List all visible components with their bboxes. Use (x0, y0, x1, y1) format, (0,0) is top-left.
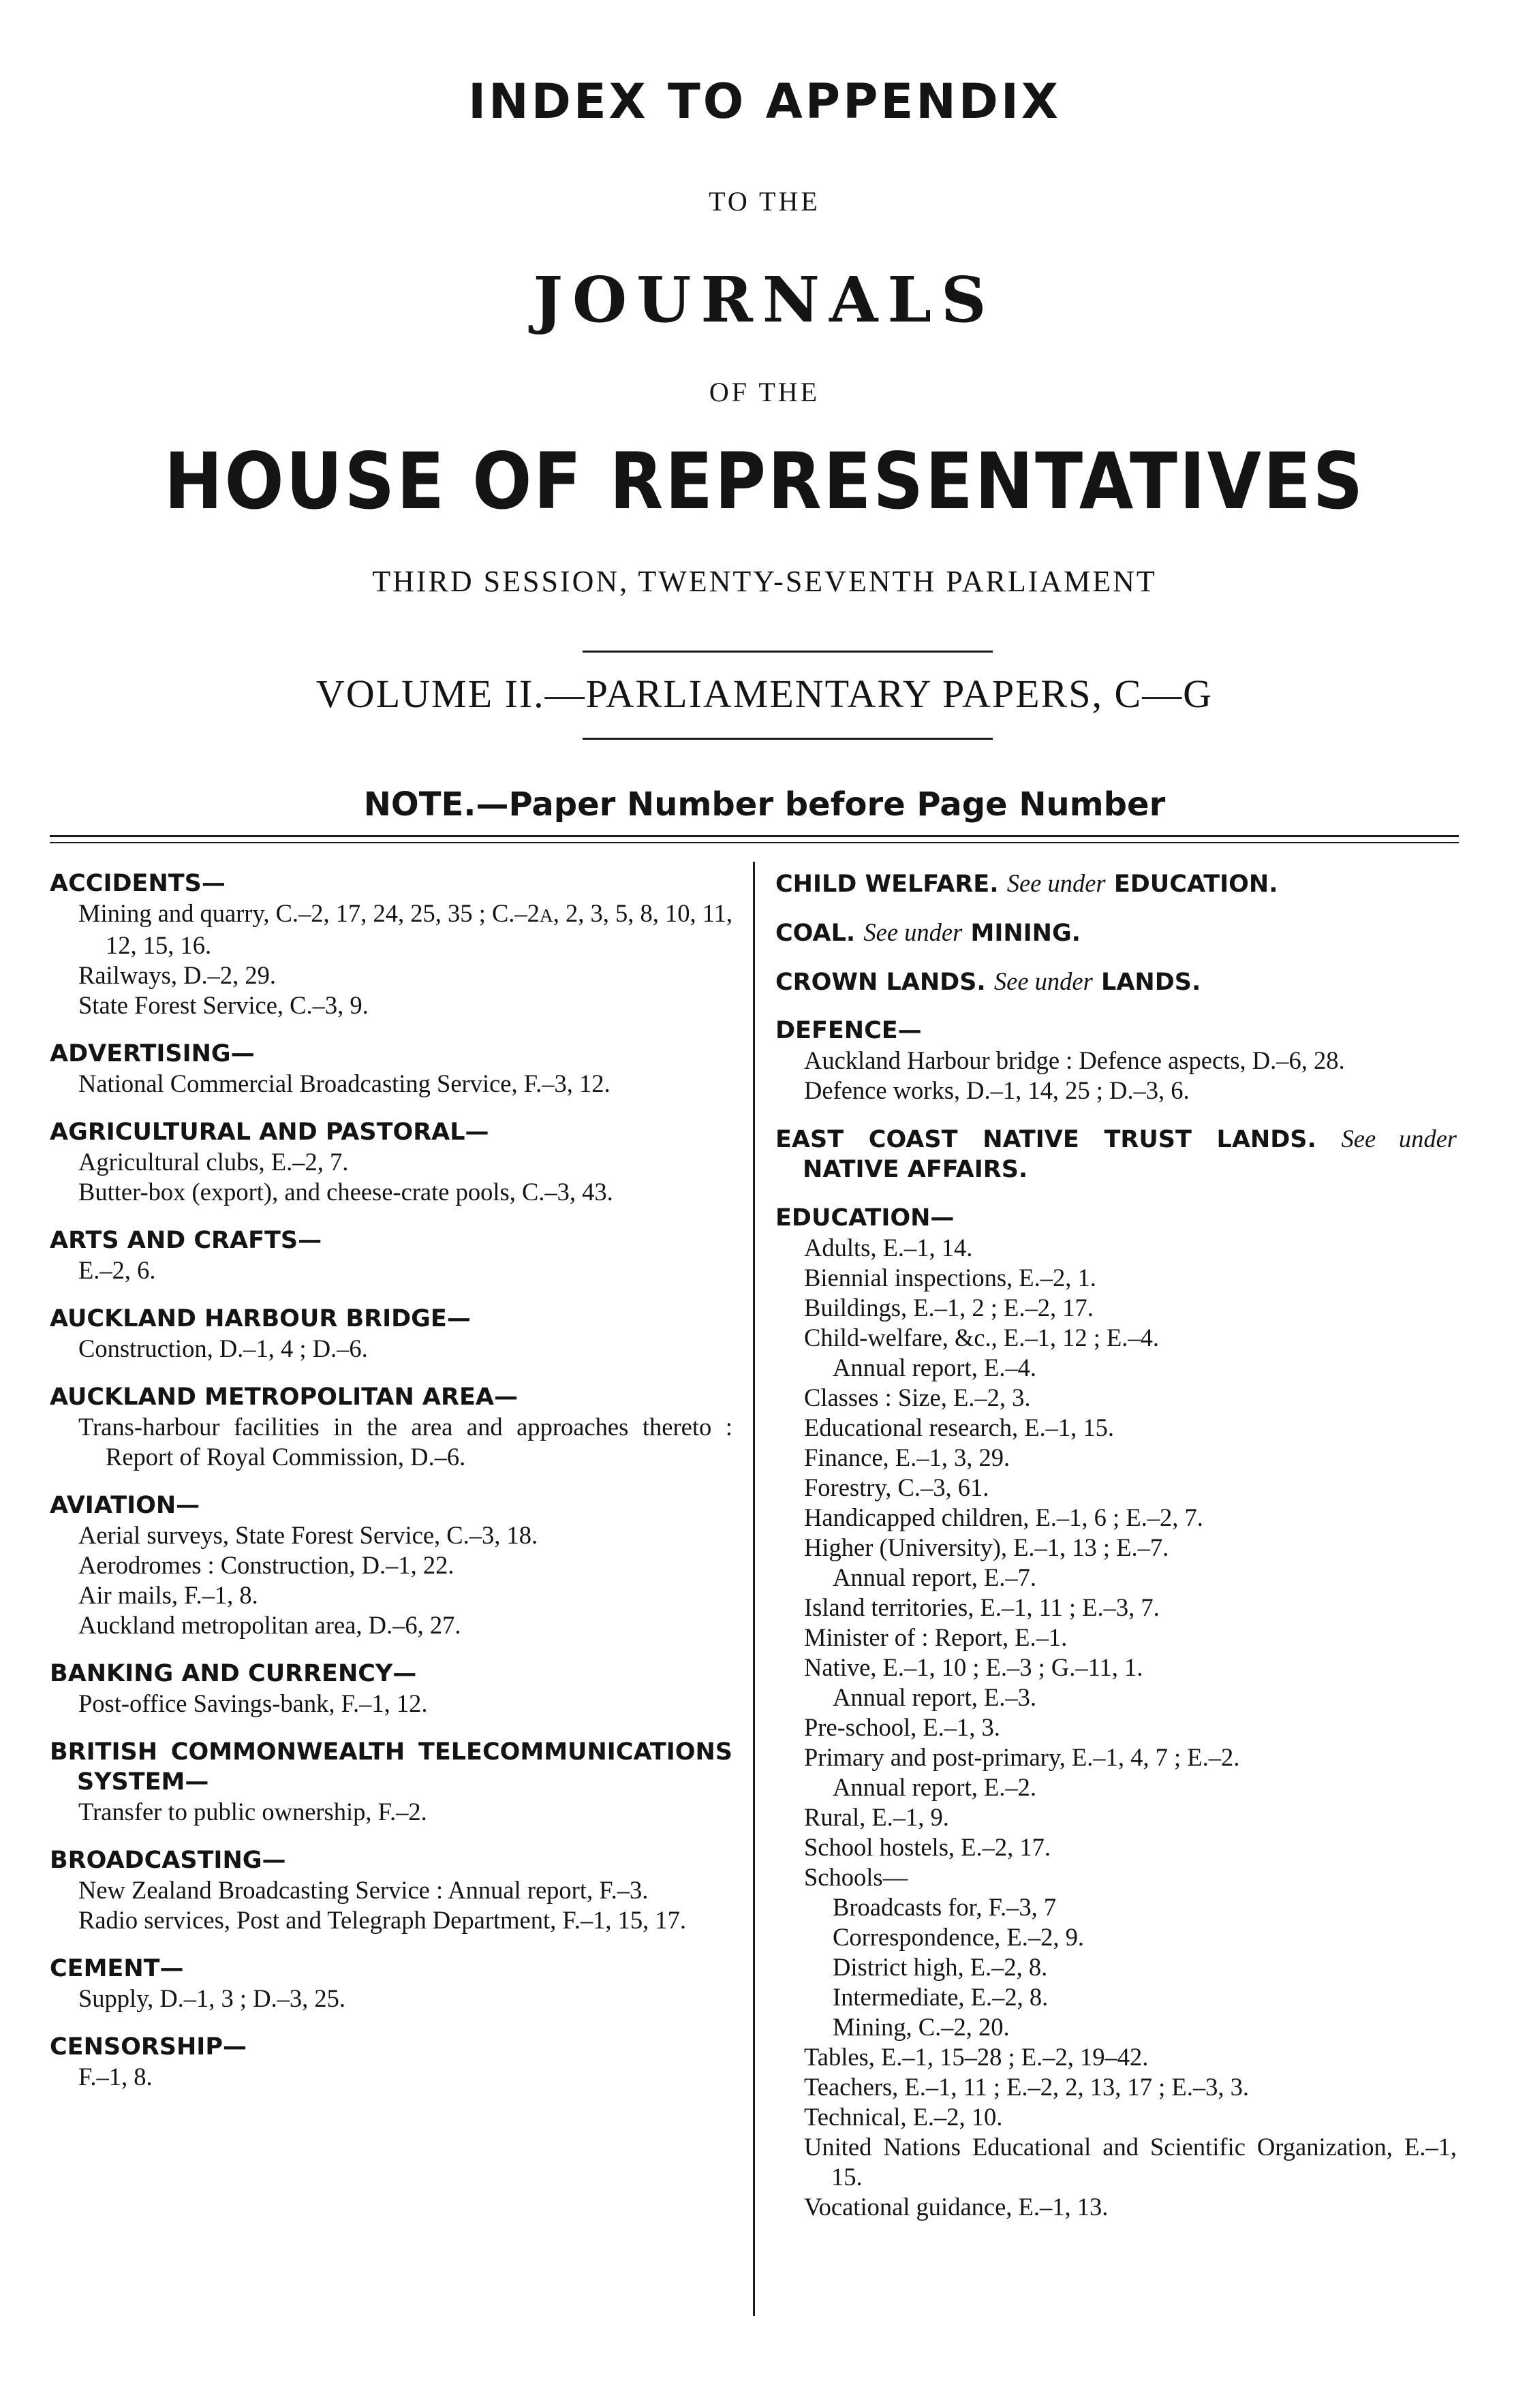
entry-child-welfare (775, 869, 1457, 899)
heading-british: BRITISH COMMONWEALTH TELECOMMUNICATIONS SYSTEM— (50, 1738, 732, 1796)
entry-education (775, 1203, 1457, 2222)
list-item-nested: District high, E.–2, 8. (833, 1953, 1048, 1981)
entry-bridge (50, 1304, 732, 1364)
sub-arts: E.–2, 6. (78, 1256, 156, 1284)
heading-text: EAST COAST NATIVE TRUST LANDS. (775, 1126, 1316, 1153)
entry-british (50, 1737, 732, 1827)
list-item: United Nations Educational and Scientific Organization, E.–1, 15. (804, 2133, 1457, 2191)
list-item: Pre-school, E.–1, 3. (804, 1713, 1000, 1741)
heading-arts: ARTS AND CRAFTS— (50, 1227, 322, 1254)
entry-crown-lands (775, 967, 1457, 997)
cross-ref: EDUCATION. (1113, 871, 1278, 898)
list-item-nested: Annual report, E.–2. (833, 1773, 1037, 1801)
double-rule-top (50, 835, 1459, 837)
heading-broadcasting: BROADCASTING— (50, 1847, 286, 1874)
sub-state-forest: State Forest Service, C.–3, 9. (78, 991, 369, 1019)
list-item: Schools— (804, 1863, 908, 1891)
entry-defence (775, 1016, 1457, 1106)
heading-coal (775, 918, 1457, 948)
list-item-nested: Annual report, E.–3. (833, 1683, 1037, 1711)
heading-text: COAL. (775, 920, 856, 947)
cross-ref: MINING. (970, 920, 1081, 947)
sub-supply: Supply, D.–1, 3 ; D.–3, 25. (78, 1984, 346, 2012)
list-item-nested: Correspondence, E.–2, 9. (833, 1923, 1084, 1951)
list-item: Child-welfare, &c., E.–1, 12 ; E.–4. (804, 1324, 1160, 1351)
list-item: Educational research, E.–1, 15. (804, 1413, 1115, 1441)
entry-metro (50, 1382, 732, 1472)
entry-coal (775, 918, 1457, 948)
list-item: Primary and post-primary, E.–1, 4, 7 ; E.–2. (804, 1743, 1240, 1771)
heading-child-welfare (775, 869, 1457, 899)
sub-text-cont: , 2, 3, 5, 8, 10, 11, 12, 15, 16. (106, 899, 732, 959)
list-item: Handicapped children, E.–1, 6 ; E.–2, 7. (804, 1503, 1203, 1531)
sub-aerial: Aerial surveys, State Forest Service, C.–3, 18. (78, 1521, 538, 1549)
heading-crown-lands (775, 967, 1457, 997)
heading-censorship: CENSORSHIP— (50, 2033, 247, 2061)
heading-aviation: AVIATION— (50, 1492, 200, 1519)
heading-advertising: ADVERTISING— (50, 1040, 255, 1067)
heading-cement: CEMENT— (50, 1955, 184, 1982)
volume-line: VOLUME II.—PARLIAMENTARY PAPERS, C—G (315, 672, 1214, 716)
sub-censorship: F.–1, 8. (78, 2063, 153, 2091)
entry-cement (50, 1954, 732, 2014)
list-item: Vocational guidance, E.–1, 13. (804, 2193, 1109, 2221)
entry-arts (50, 1225, 732, 1285)
sub-text: Mining and quarry, C.–2, 17, 24, 25, 35 ; C.–2 (78, 899, 540, 927)
list-item: Technical, E.–2, 10. (804, 2103, 1003, 2131)
left-column (50, 869, 732, 2110)
list-item: Higher (University), E.–1, 13 ; E.–7. (804, 1533, 1169, 1561)
heading-agricultural: AGRICULTURAL AND PASTORAL— (50, 1119, 489, 1146)
list-item: Finance, E.–1, 3, 29. (804, 1443, 1010, 1471)
title-of-the: OF THE (709, 377, 820, 407)
sub-trans-harbour: Trans-harbour facilities in the area and approaches thereto : Report of Royal Commission, D.–6. (78, 1413, 732, 1471)
see-under: See under (1341, 1125, 1457, 1153)
list-item-nested: Mining, C.–2, 20. (833, 2013, 1010, 2041)
title-index-to-appendix: INDEX TO APPENDIX (468, 74, 1061, 129)
small-cap-suffix: A (539, 905, 553, 926)
list-item: Tables, E.–1, 15–28 ; E.–2, 19–42. (804, 2043, 1149, 2071)
rule-below-volume (583, 738, 993, 740)
heading-accidents: ACCIDENTS— (50, 870, 226, 897)
list-item-nested: Annual report, E.–4. (833, 1354, 1037, 1381)
entry-censorship (50, 2032, 732, 2092)
heading-text: CHILD WELFARE. (775, 871, 999, 898)
heading-metro: AUCKLAND METROPOLITAN AREA— (50, 1383, 518, 1411)
see-under: See under (1006, 869, 1106, 897)
heading-banking: BANKING AND CURRENCY— (50, 1660, 417, 1687)
sub-butter-box: Butter-box (export), and cheese-crate pools, C.–3, 43. (78, 1178, 613, 1206)
list-item-nested: Broadcasts for, F.–3, 7 (833, 1893, 1057, 1921)
sub-defence-works: Defence works, D.–1, 14, 25 ; D.–3, 6. (804, 1076, 1190, 1104)
list-item: Biennial inspections, E.–2, 1. (804, 1264, 1096, 1292)
list-item: School hostels, E.–2, 17. (804, 1833, 1051, 1861)
list-item: Island territories, E.–1, 11 ; E.–3, 7. (804, 1593, 1160, 1621)
right-column (775, 869, 1457, 2240)
see-under: See under (863, 918, 963, 946)
column-divider (753, 862, 755, 2316)
entry-broadcasting (50, 1845, 732, 1935)
sub-air-mails: Air mails, F.–1, 8. (78, 1581, 258, 1609)
sub-railways: Railways, D.–2, 29. (78, 961, 276, 989)
list-item-nested: Annual report, E.–7. (833, 1563, 1037, 1591)
session-line: THIRD SESSION, TWENTY-SEVENTH PARLIAMENT (372, 565, 1157, 598)
heading-east-coast (775, 1124, 1457, 1185)
heading-education: EDUCATION— (775, 1204, 955, 1232)
cross-ref: NATIVE AFFAIRS. (803, 1156, 1028, 1183)
entry-advertising (50, 1039, 732, 1099)
sub-nzbs: New Zealand Broadcasting Service : Annual report, F.–3. (78, 1876, 649, 1904)
sub-construction: Construction, D.–1, 4 ; D.–6. (78, 1334, 368, 1362)
sub-ncbs: National Commercial Broadcasting Service, F.–3, 12. (78, 1069, 611, 1097)
list-item: Teachers, E.–1, 11 ; E.–2, 2, 13, 17 ; E.–3, 3. (804, 2073, 1249, 2101)
see-under: See under (993, 967, 1093, 995)
list-item: Native, E.–1, 10 ; E.–3 ; G.–11, 1. (804, 1653, 1143, 1681)
heading-defence: DEFENCE— (775, 1017, 922, 1044)
title-house-of-representatives: HOUSE OF REPRESENTATIVES (164, 436, 1365, 527)
list-item: Buildings, E.–1, 2 ; E.–2, 17. (804, 1294, 1094, 1322)
double-rule-bottom (50, 842, 1459, 843)
heading-bridge: AUCKLAND HARBOUR BRIDGE— (50, 1305, 471, 1332)
entry-agricultural (50, 1117, 732, 1207)
sub-aerodromes: Aerodromes : Construction, D.–1, 22. (78, 1551, 454, 1579)
heading-text: CROWN LANDS. (775, 969, 986, 996)
note-line: NOTE.—Paper Number before Page Number (363, 785, 1166, 824)
entry-aviation (50, 1490, 732, 1640)
rule-above-volume (583, 651, 993, 653)
entry-banking (50, 1659, 732, 1719)
sub-mining-quarry (50, 898, 732, 960)
sub-agri-clubs: Agricultural clubs, E.–2, 7. (78, 1148, 349, 1176)
entry-east-coast (775, 1124, 1457, 1185)
list-item-nested: Intermediate, E.–2, 8. (833, 1983, 1049, 2011)
sub-transfer: Transfer to public ownership, F.–2. (78, 1798, 427, 1826)
entry-accidents (50, 869, 732, 1020)
sub-savings-bank: Post-office Savings-bank, F.–1, 12. (78, 1689, 428, 1717)
cross-ref: LANDS. (1101, 969, 1201, 996)
list-item: Forestry, C.–3, 61. (804, 1473, 989, 1501)
list-item: Adults, E.–1, 14. (804, 1234, 973, 1262)
sub-radio: Radio services, Post and Telegraph Department, F.–1, 15, 17. (78, 1906, 686, 1934)
title-journals: JOURNALS (533, 263, 996, 337)
title-to-the: TO THE (709, 186, 820, 217)
list-item: Classes : Size, E.–2, 3. (804, 1383, 1031, 1411)
list-item: Rural, E.–1, 9. (804, 1803, 949, 1831)
sub-auckland-metro: Auckland metropolitan area, D.–6, 27. (78, 1611, 461, 1639)
list-item: Minister of : Report, E.–1. (804, 1623, 1068, 1651)
sub-harbour-bridge: Auckland Harbour bridge : Defence aspects, D.–6, 28. (804, 1046, 1345, 1074)
